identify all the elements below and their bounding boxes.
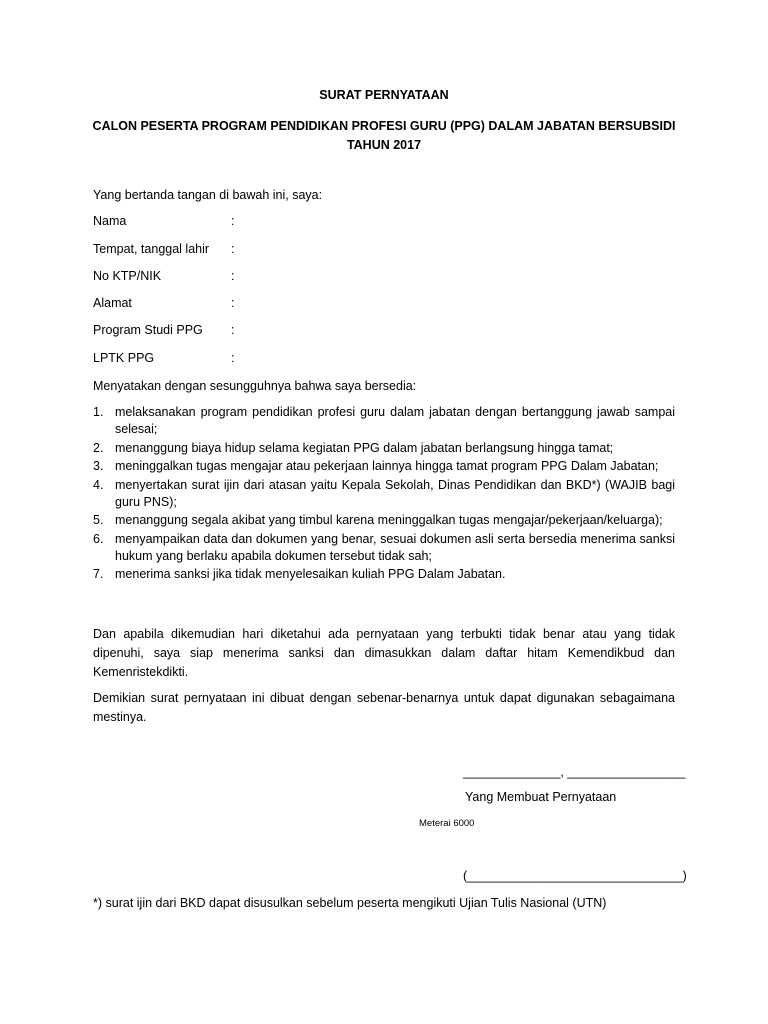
field-colon: : <box>231 214 235 228</box>
field-label-no-ktp: No KTP/NIK <box>93 269 162 283</box>
list-item-text: meninggalkan tugas mengajar atau pekerjaan lainnya hingga tamat program PPG Dalam Jabatan; <box>115 459 659 473</box>
field-colon: : <box>231 242 235 256</box>
field-label-tempat-tanggal-lahir: Tempat, tanggal lahir <box>93 242 210 256</box>
closing-paragraph: Demikian surat pernyataan ini dibuat dengan sebenar-benarnya untuk dapat digunakan sebagaimana mestinya. <box>93 691 675 724</box>
list-item-text: menerima sanksi jika tidak menyelesaikan kuliah PPG Dalam Jabatan. <box>115 567 506 581</box>
footnote: *) surat ijin dari BKD dapat disusulkan sebelum peserta mengikuti Ujian Tulis Nasional (UTN) <box>93 896 607 910</box>
list-item-text: melaksanakan program pendidikan profesi guru dalam jabatan dengan bertanggung jawab sampai selesai; <box>115 405 675 436</box>
list-item-text: menanggung segala akibat yang timbul karena meninggalkan tugas mengajar/pekerjaan/keluarga); <box>115 513 663 527</box>
consequence-paragraph: Dan apabila dikemudian hari diketahui ada pernyataan yang terbukti tidak benar atau yang tidak dipenuhi, saya siap menerima sanksi dan dimasukkan dalam daftar hitam Kemendikbud dan Kemenristekdikti. <box>93 627 675 679</box>
statement-text: Menyatakan dengan sesungguhnya bahwa saya bersedia: <box>93 379 417 393</box>
list-item-text: menyertakan surat ijin dari atasan yaitu Kepala Sekolah, Dinas Pendidikan dan BKD*) (WAJIB bagi guru PNS); <box>115 477 675 509</box>
signer-label: Yang Membuat Pernyataan <box>465 790 617 804</box>
list-item-number: 5. <box>93 513 104 527</box>
field-colon: : <box>231 351 235 365</box>
list-item-number: 6. <box>93 531 104 546</box>
field-colon: : <box>231 323 235 337</box>
field-label-program-studi: Program Studi PPG <box>93 323 203 337</box>
field-colon: : <box>231 296 235 310</box>
commitment-list <box>93 404 675 585</box>
list-item-number: 2. <box>93 440 104 455</box>
subtitle-line-1: CALON PESERTA PROGRAM PENDIDIKAN PROFESI GURU (PPG) DALAM JABATAN BERSUBSIDI <box>92 119 676 133</box>
list-item <box>93 531 675 565</box>
document-title: SURAT PERNYATAAN <box>319 88 449 102</box>
document-subtitle <box>0 117 768 155</box>
list-item <box>93 566 675 583</box>
list-item-text: menyampaikan data dan dokumen yang benar, sesuai dokumen asli serta bersedia menerima sanksi hukum yang berlaku apabila dokumen tersebut tidak sah; <box>115 531 675 563</box>
list-item <box>93 440 675 457</box>
list-item <box>93 512 675 529</box>
list-item-number: 4. <box>93 477 104 492</box>
list-item <box>93 458 675 475</box>
field-label-lptk: LPTK PPG <box>93 351 155 365</box>
list-item <box>93 477 675 511</box>
field-colon: : <box>231 269 235 283</box>
list-item-text: menanggung biaya hidup selama kegiatan PPG dalam jabatan berlangsung hingga tamat; <box>115 440 614 455</box>
stamp-label: Meterai 6000 <box>419 818 475 829</box>
list-item <box>93 404 675 438</box>
list-item-number: 1. <box>93 405 104 419</box>
list-item-number: 7. <box>93 567 104 581</box>
field-label-alamat: Alamat <box>93 296 132 310</box>
intro-text: Yang bertanda tangan di bawah ini, saya: <box>93 188 323 202</box>
subtitle-line-2: TAHUN 2017 <box>346 138 422 152</box>
place-date-line: ______________, _________________ <box>463 765 686 779</box>
field-label-nama: Nama <box>93 214 127 228</box>
list-item-number: 3. <box>93 459 104 473</box>
signer-name-line: (_______________________________) <box>463 869 687 883</box>
